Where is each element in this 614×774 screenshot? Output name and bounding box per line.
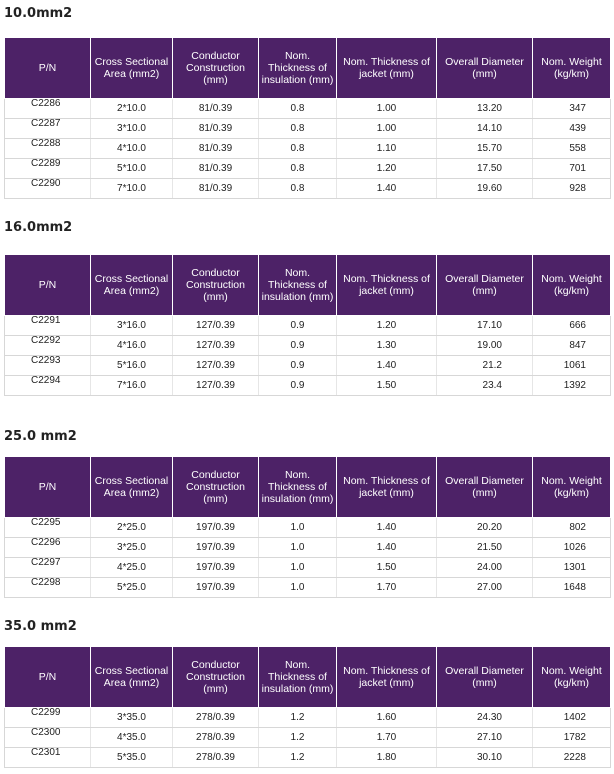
weight-cell: 928 — [533, 179, 611, 199]
jacket-cell: 1.00 — [337, 119, 437, 139]
conductor-cell: 127/0.39 — [173, 356, 259, 376]
jacket-cell: 1.40 — [337, 179, 437, 199]
section-heading: 10.0mm2 — [4, 6, 73, 21]
area-cell: 2*10.0 — [91, 99, 173, 119]
pn-cell: C2294 — [5, 376, 91, 396]
col-conductor: Conductor Construction (mm) — [173, 457, 259, 518]
spec-table — [4, 254, 611, 396]
area-cell: 5*10.0 — [91, 159, 173, 179]
table-row — [5, 748, 611, 768]
col-conductor: Conductor Construction (mm) — [173, 647, 259, 708]
insulation-cell: 1.0 — [259, 558, 337, 578]
col-jacket: Nom. Thickness of jacket (mm) — [337, 647, 437, 708]
table-row — [5, 99, 611, 119]
table-row — [5, 708, 611, 728]
spec-section-35mm2 — [4, 612, 610, 772]
jacket-cell: 1.40 — [337, 518, 437, 538]
weight-cell: 1061 — [533, 356, 611, 376]
insulation-cell: 0.9 — [259, 336, 337, 356]
col-diameter: Overall Diameter (mm) — [437, 457, 533, 518]
col-diameter: Overall Diameter (mm) — [437, 647, 533, 708]
conductor-cell: 197/0.39 — [173, 558, 259, 578]
insulation-cell: 0.8 — [259, 179, 337, 199]
conductor-cell: 81/0.39 — [173, 139, 259, 159]
insulation-cell: 0.8 — [259, 139, 337, 159]
insulation-cell: 1.2 — [259, 748, 337, 768]
weight-cell: 1402 — [533, 708, 611, 728]
pn-cell: C2297 — [5, 558, 91, 578]
diameter-cell: 19.00 — [437, 336, 533, 356]
table-row — [5, 356, 611, 376]
table-row — [5, 139, 611, 159]
spec-section-25mm2 — [4, 422, 610, 598]
table-row — [5, 159, 611, 179]
conductor-cell: 81/0.39 — [173, 179, 259, 199]
table-row — [5, 119, 611, 139]
spec-table — [4, 456, 611, 598]
weight-cell: 666 — [533, 316, 611, 336]
conductor-cell: 278/0.39 — [173, 708, 259, 728]
jacket-cell: 1.10 — [337, 139, 437, 159]
area-cell: 5*25.0 — [91, 578, 173, 598]
col-insulation: Nom. Thickness of insulation (mm) — [259, 255, 337, 316]
jacket-cell: 1.20 — [337, 316, 437, 336]
col-diameter: Overall Diameter (mm) — [437, 38, 533, 99]
conductor-cell: 127/0.39 — [173, 316, 259, 336]
jacket-cell: 1.20 — [337, 159, 437, 179]
area-cell: 7*16.0 — [91, 376, 173, 396]
col-conductor: Conductor Construction (mm) — [173, 255, 259, 316]
weight-cell: 802 — [533, 518, 611, 538]
weight-cell: 1782 — [533, 728, 611, 748]
insulation-cell: 1.0 — [259, 538, 337, 558]
area-cell: 4*35.0 — [91, 728, 173, 748]
diameter-cell: 23.4 — [437, 376, 533, 396]
weight-cell: 347 — [533, 99, 611, 119]
insulation-cell: 0.9 — [259, 316, 337, 336]
area-cell: 4*25.0 — [91, 558, 173, 578]
table-row — [5, 578, 611, 598]
pn-cell: C2289 — [5, 159, 91, 179]
col-pn: P/N — [5, 457, 91, 518]
pn-cell: C2295 — [5, 518, 91, 538]
col-area: Cross Sectional Area (mm2) — [91, 647, 173, 708]
pn-cell: C2291 — [5, 316, 91, 336]
insulation-cell: 1.2 — [259, 728, 337, 748]
diameter-cell: 13.20 — [437, 99, 533, 119]
section-heading: 16.0mm2 — [4, 220, 73, 235]
pn-cell: C2293 — [5, 356, 91, 376]
diameter-cell: 24.30 — [437, 708, 533, 728]
conductor-cell: 127/0.39 — [173, 376, 259, 396]
col-conductor: Conductor Construction (mm) — [173, 38, 259, 99]
pn-cell: C2290 — [5, 179, 91, 199]
table-row — [5, 316, 611, 336]
col-area: Cross Sectional Area (mm2) — [91, 457, 173, 518]
diameter-cell: 24.00 — [437, 558, 533, 578]
jacket-cell: 1.70 — [337, 578, 437, 598]
insulation-cell: 1.2 — [259, 708, 337, 728]
weight-cell: 558 — [533, 139, 611, 159]
conductor-cell: 81/0.39 — [173, 159, 259, 179]
area-cell: 3*25.0 — [91, 538, 173, 558]
col-pn: P/N — [5, 255, 91, 316]
area-cell: 3*35.0 — [91, 708, 173, 728]
insulation-cell: 0.8 — [259, 159, 337, 179]
jacket-cell: 1.40 — [337, 538, 437, 558]
insulation-cell: 0.9 — [259, 376, 337, 396]
weight-cell: 2228 — [533, 748, 611, 768]
diameter-cell: 21.50 — [437, 538, 533, 558]
weight-cell: 1392 — [533, 376, 611, 396]
weight-cell: 1026 — [533, 538, 611, 558]
jacket-cell: 1.60 — [337, 708, 437, 728]
insulation-cell: 0.9 — [259, 356, 337, 376]
area-cell: 4*10.0 — [91, 139, 173, 159]
pn-cell: C2301 — [5, 748, 91, 768]
pn-cell: C2288 — [5, 139, 91, 159]
pn-cell: C2292 — [5, 336, 91, 356]
area-cell: 3*16.0 — [91, 316, 173, 336]
weight-cell: 701 — [533, 159, 611, 179]
diameter-cell: 14.10 — [437, 119, 533, 139]
col-pn: P/N — [5, 38, 91, 99]
area-cell: 5*35.0 — [91, 748, 173, 768]
diameter-cell: 20.20 — [437, 518, 533, 538]
section-heading: 25.0 mm2 — [4, 429, 77, 444]
diameter-cell: 15.70 — [437, 139, 533, 159]
col-jacket: Nom. Thickness of jacket (mm) — [337, 38, 437, 99]
col-diameter: Overall Diameter (mm) — [437, 255, 533, 316]
area-cell: 4*16.0 — [91, 336, 173, 356]
pn-cell: C2287 — [5, 119, 91, 139]
conductor-cell: 278/0.39 — [173, 748, 259, 768]
section-heading: 35.0 mm2 — [4, 619, 77, 634]
conductor-cell: 197/0.39 — [173, 578, 259, 598]
col-jacket: Nom. Thickness of jacket (mm) — [337, 457, 437, 518]
diameter-cell: 30.10 — [437, 748, 533, 768]
insulation-cell: 0.8 — [259, 99, 337, 119]
diameter-cell: 17.50 — [437, 159, 533, 179]
jacket-cell: 1.30 — [337, 336, 437, 356]
jacket-cell: 1.70 — [337, 728, 437, 748]
pn-cell: C2299 — [5, 708, 91, 728]
table-row — [5, 728, 611, 748]
weight-cell: 439 — [533, 119, 611, 139]
col-weight: Nom. Weight (kg/km) — [533, 38, 611, 99]
col-jacket: Nom. Thickness of jacket (mm) — [337, 255, 437, 316]
area-cell: 3*10.0 — [91, 119, 173, 139]
col-pn: P/N — [5, 647, 91, 708]
spec-section-16mm2 — [4, 214, 610, 409]
area-cell: 7*10.0 — [91, 179, 173, 199]
insulation-cell: 1.0 — [259, 578, 337, 598]
table-row — [5, 376, 611, 396]
jacket-cell: 1.40 — [337, 356, 437, 376]
area-cell: 2*25.0 — [91, 518, 173, 538]
table-row — [5, 538, 611, 558]
conductor-cell: 197/0.39 — [173, 538, 259, 558]
pn-cell: C2300 — [5, 728, 91, 748]
spec-table — [4, 646, 611, 768]
area-cell: 5*16.0 — [91, 356, 173, 376]
jacket-cell: 1.80 — [337, 748, 437, 768]
diameter-cell: 21.2 — [437, 356, 533, 376]
weight-cell: 1648 — [533, 578, 611, 598]
jacket-cell: 1.50 — [337, 376, 437, 396]
col-insulation: Nom. Thickness of insulation (mm) — [259, 38, 337, 99]
weight-cell: 847 — [533, 336, 611, 356]
table-row — [5, 558, 611, 578]
table-row — [5, 336, 611, 356]
jacket-cell: 1.50 — [337, 558, 437, 578]
weight-cell: 1301 — [533, 558, 611, 578]
table-row — [5, 179, 611, 199]
diameter-cell: 27.00 — [437, 578, 533, 598]
pn-cell: C2296 — [5, 538, 91, 558]
spec-table — [4, 37, 611, 199]
conductor-cell: 81/0.39 — [173, 119, 259, 139]
conductor-cell: 81/0.39 — [173, 99, 259, 119]
col-area: Cross Sectional Area (mm2) — [91, 255, 173, 316]
col-insulation: Nom. Thickness of insulation (mm) — [259, 457, 337, 518]
diameter-cell: 27.10 — [437, 728, 533, 748]
spec-section-10mm2 — [4, 0, 610, 205]
col-insulation: Nom. Thickness of insulation (mm) — [259, 647, 337, 708]
col-area: Cross Sectional Area (mm2) — [91, 38, 173, 99]
jacket-cell: 1.00 — [337, 99, 437, 119]
pn-cell: C2298 — [5, 578, 91, 598]
diameter-cell: 19.60 — [437, 179, 533, 199]
diameter-cell: 17.10 — [437, 316, 533, 336]
col-weight: Nom. Weight (kg/km) — [533, 647, 611, 708]
conductor-cell: 197/0.39 — [173, 518, 259, 538]
insulation-cell: 0.8 — [259, 119, 337, 139]
insulation-cell: 1.0 — [259, 518, 337, 538]
pn-cell: C2286 — [5, 99, 91, 119]
col-weight: Nom. Weight (kg/km) — [533, 457, 611, 518]
table-row — [5, 518, 611, 538]
col-weight: Nom. Weight (kg/km) — [533, 255, 611, 316]
conductor-cell: 278/0.39 — [173, 728, 259, 748]
conductor-cell: 127/0.39 — [173, 336, 259, 356]
